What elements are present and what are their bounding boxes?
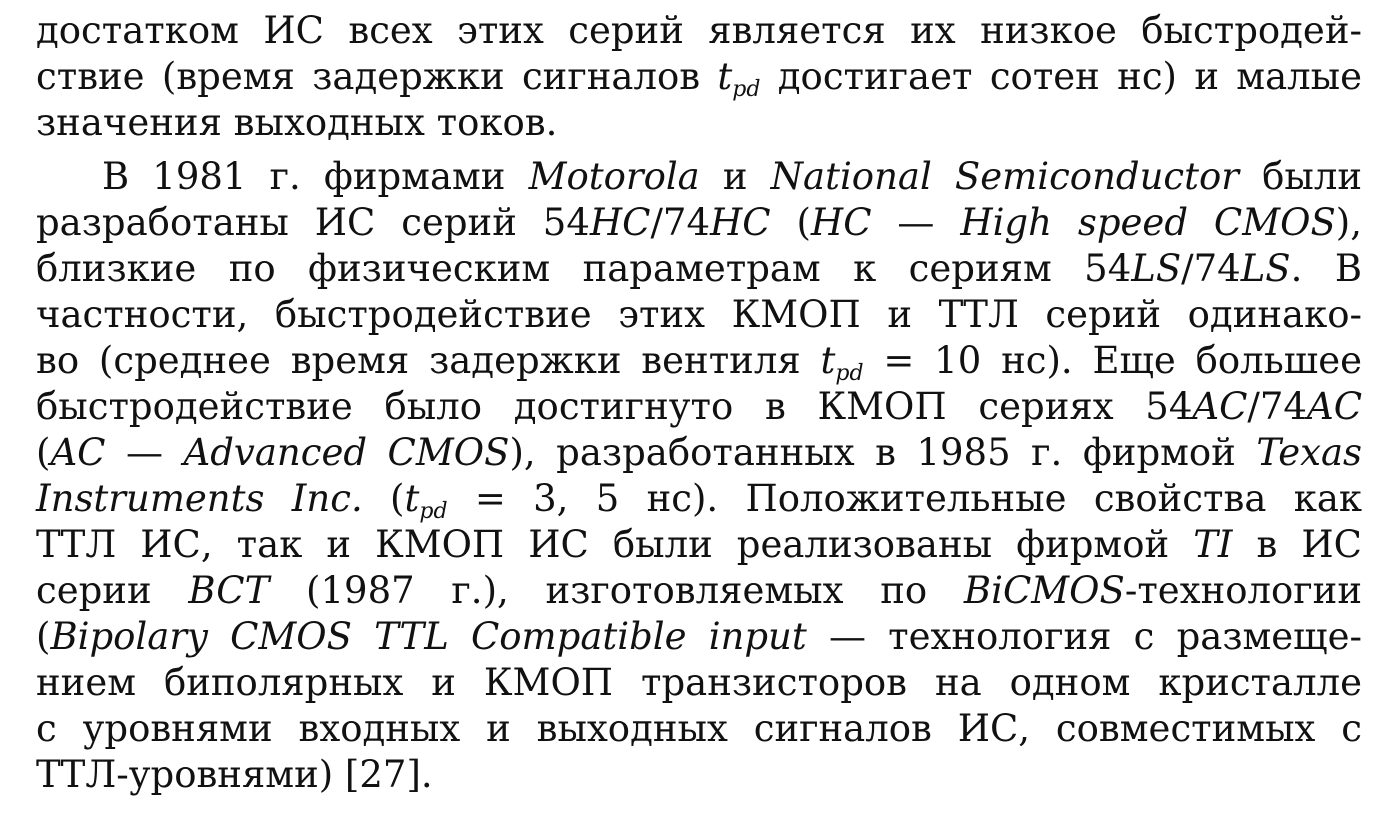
text-line: ствие (время задержки сигналов $t_{pd}$ достигает сотен нс) и малые: [36, 55, 1362, 102]
text-line: В 1981 г. фирмами Motorola и National Semiconductor были: [102, 155, 1362, 198]
text-line: близкие по физическим параметрам к сериям 54LS/74LS. В: [36, 247, 1363, 290]
text-line: (Bipolary CMOS TTL Compatible input — технология с размеще-: [36, 615, 1362, 658]
text-line: с уровнями входных и выходных сигналов ИС, совместимых с: [36, 707, 1362, 750]
text-line: серии BCT (1987 г.), изготовляемых по BiCMOS-технологии: [36, 569, 1362, 612]
text-line: ТТЛ ИС, так и КМОП ИС были реализованы фирмой TI в ИС: [36, 523, 1362, 566]
text-line: нием биполярных и КМОП транзисторов на одном кристалле: [36, 661, 1362, 704]
document-page: [36, 8, 1362, 798]
paragraph-2: [36, 154, 1362, 798]
text-line: во (среднее время задержки вентиля $t_{pd} = 10$ нс). Еще большее: [36, 339, 1362, 386]
text-line: достатком ИС всех этих серий является их низкое быстродей-: [36, 9, 1362, 52]
text-line: быстродействие было достигнуто в КМОП сериях 54AC/74AC: [36, 385, 1362, 428]
text-line: ТТЛ-уровнями) [27].: [36, 753, 433, 796]
text-line: Instruments Inc. ($t_{pd} = 3$, 5 нс). Положительные свойства как: [36, 477, 1363, 524]
paragraph-1: [36, 8, 1362, 146]
text-line: разработаны ИС серий 54HC/74HC (HC — High speed CMOS),: [36, 201, 1362, 244]
text-line: значения выходных токов.: [36, 101, 558, 144]
text-line: (AC — Advanced CMOS), разработанных в 1985 г. фирмой Texas: [36, 431, 1363, 474]
text-line: частности, быстродействие этих КМОП и ТТЛ серий одинако-: [36, 293, 1362, 336]
